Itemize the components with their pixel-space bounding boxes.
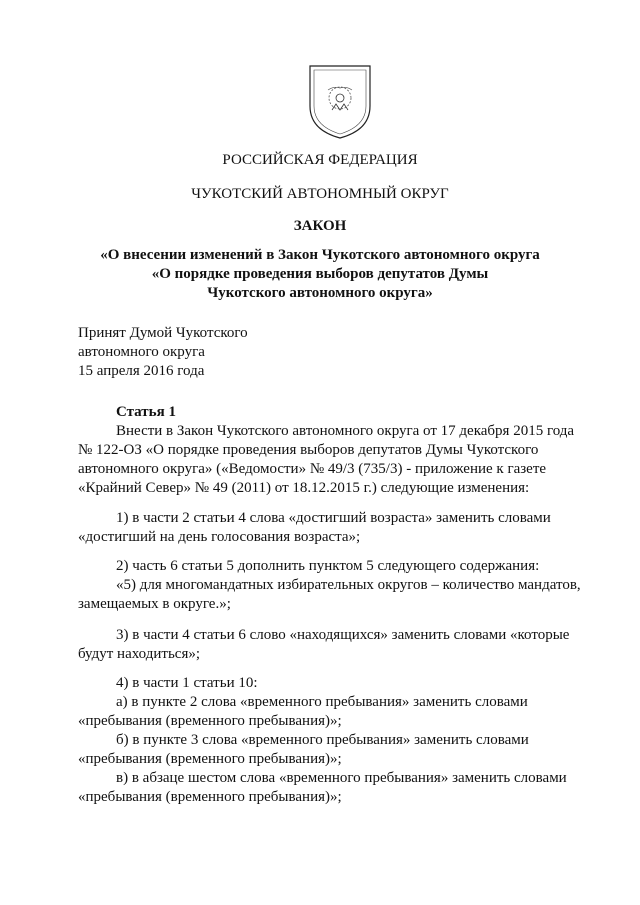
paragraph-line: 3) в части 4 статьи 6 слово «находящихся» заменить словами «которые xyxy=(116,627,570,643)
paragraph-line: автономного округа» («Ведомости» № 49/3 (735/3) - приложение к газете xyxy=(78,461,547,477)
adoption-date: 15 апреля 2016 года xyxy=(78,363,205,379)
paragraph-line: «пребывания (временного пребывания)»; xyxy=(78,789,342,805)
adoption-line: Принят Думой Чукотского xyxy=(78,325,248,341)
amendment-item-1 xyxy=(78,509,598,547)
paragraph-line: 4) в части 1 статьи 10: xyxy=(116,675,258,691)
paragraph-line: «5) для многомандатных избирательных округов – количество мандатов, xyxy=(116,577,581,593)
law-title xyxy=(0,246,640,303)
region-heading: ЧУКОТСКИЙ АВТОНОМНЫЙ ОКРУГ xyxy=(191,186,449,202)
amendment-item-3 xyxy=(78,626,598,664)
paragraph-line: «пребывания (временного пребывания)»; xyxy=(78,713,342,729)
paragraph-line: 2) часть 6 статьи 5 дополнить пунктом 5 следующего содержания: xyxy=(116,558,540,574)
paragraph-line: № 122-ОЗ «О порядке проведения выборов депутатов Думы Чукотского xyxy=(78,442,539,458)
amendment-item-4 xyxy=(78,674,598,807)
law-title-line: «О порядке проведения выборов депутатов Думы xyxy=(151,266,489,282)
paragraph-line: будут находиться»; xyxy=(78,646,201,662)
paragraph-line: «Крайний Север» № 49 (2011) от 18.12.2015 г.) следующие изменения: xyxy=(78,480,530,496)
paragraph-line: а) в пункте 2 слова «временного пребывания» заменить словами xyxy=(116,694,528,710)
coat-of-arms-icon xyxy=(304,60,376,140)
paragraph-line: в) в абзаце шестом слова «временного пребывания» заменить словами xyxy=(116,770,567,786)
article-intro xyxy=(78,422,598,498)
document-type-heading: ЗАКОН xyxy=(293,218,347,234)
country-heading: РОССИЙСКАЯ ФЕДЕРАЦИЯ xyxy=(222,152,418,168)
paragraph-line: Внести в Закон Чукотского автономного округа от 17 декабря 2015 года xyxy=(116,423,575,439)
article-heading xyxy=(78,403,598,422)
amendment-item-2 xyxy=(78,557,598,614)
paragraph-line: «пребывания (временного пребывания)»; xyxy=(78,751,342,767)
paragraph-line: 1) в части 2 статьи 4 слова «достигший возраста» заменить словами xyxy=(116,510,551,526)
paragraph-line: замещаемых в округе.»; xyxy=(78,596,231,612)
law-title-line: Чукотского автономного округа» xyxy=(207,285,433,301)
adoption-info xyxy=(78,324,248,381)
paragraph-line: «достигший на день голосования возраста»; xyxy=(78,529,361,545)
law-title-line: «О внесении изменений в Закон Чукотского автономного округа xyxy=(100,247,540,263)
paragraph-line: б) в пункте 3 слова «временного пребывания» заменить словами xyxy=(116,732,529,748)
article-title: Статья 1 xyxy=(116,404,176,420)
adoption-line: автономного округа xyxy=(78,344,205,360)
